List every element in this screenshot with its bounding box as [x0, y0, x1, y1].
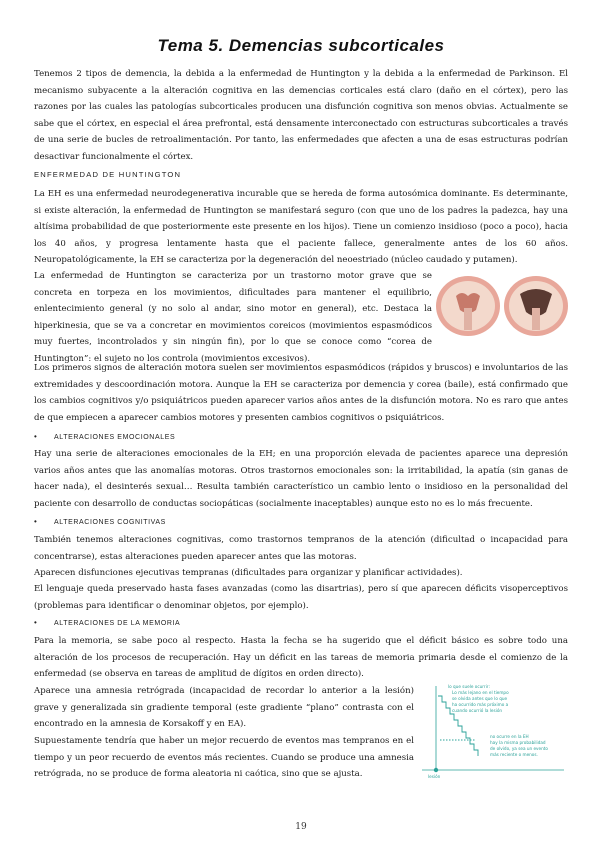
section-heading-huntington: ENFERMEDAD DE HUNTINGTON — [34, 170, 182, 179]
cognitivas-paragraph-1: También tenemos alteraciones cognitivas, como trastornos tempranos de la atención (dificultad o incapacidad para concentrarse), estas alteraciones pueden aparecer antes que las motoras. — [34, 535, 568, 562]
note-bottom-1: no ocurre en la EH — [490, 734, 529, 739]
page-title: Tema 5. Demencias subcorticales — [157, 36, 445, 55]
axis-label-lesion: lesión — [428, 774, 441, 779]
subheading-memoria — [34, 618, 180, 627]
cognitivas-paragraph-2: Aparecen disfunciones ejecutivas tempranas (dificultades para organizar y planificar actividades). — [34, 568, 463, 578]
subheading-cognitivas — [34, 517, 166, 526]
lesion-marker-icon — [434, 768, 438, 772]
retrograde-amnesia-diagram — [418, 680, 568, 780]
subheading-emocionales-label: ALTERACIONES EMOCIONALES — [54, 434, 176, 441]
bullet-icon: • — [34, 517, 38, 526]
bullet-icon: • — [34, 618, 38, 627]
cognitivas-paragraph-3: El lenguaje queda preservado hasta fases avanzadas (como las disartrias), pero sí que aparecen déficits visoperceptivos (problemas para identificar o denominar objetos, por ejemplo). — [34, 584, 568, 611]
subheading-emocionales — [34, 432, 175, 441]
note-top-2: Lo más lejano en el tiempo — [452, 690, 509, 695]
subheading-memoria-label: ALTERACIONES DE LA MEMORIA — [54, 620, 181, 627]
bullet-icon: • — [34, 432, 38, 441]
note-bottom-2: hay la misma probabilidad — [490, 740, 546, 745]
note-top-1: lo que suele ocurrir: — [448, 684, 490, 689]
healthy-brain-section — [436, 276, 500, 336]
note-bottom-4: más reciente o menos. — [490, 752, 538, 757]
note-top-3: se olvida antes que lo que — [452, 696, 508, 701]
note-top-4: ha ocurrido más próximo a — [452, 702, 509, 707]
memoria-paragraph-2: Aparece una amnesia retrógrada (incapacidad de recordar lo anterior a la lesión) grave y generalizada sin gradiente temporal (este gradiente “plano” contrasta con el encontrado en la amnesia de Korsakoff y en EA). — [34, 686, 414, 730]
intro-paragraph: Tenemos 2 tipos de demencia, la debida a la enfermedad de Huntington y la debida a la enfermedad de Parkinson. El mecanismo subyacente a la alteración cognitiva en las demencias corticales está claro (daño en el córtex), pero las razones por las cuales las patologías subcorticales producen una disfunción cognitiva son menos obvias. Actualmente se sabe que el córtex, en especial el área prefrontal, está densamente interconectado con estructuras subcorticales a través de una serie de bucles de retroalimentación. Por tanto, las enfermedades que afecten a una de esas estructuras podrían desactivar funcionalmente el córtex. — [34, 69, 568, 162]
emocionales-paragraph: Hay una serie de alteraciones emocionales de la EH; en una proporción elevada de pacientes aparece una depresión varios años antes que las anomalías motoras. Otros trastornos emocionales son: la irritabilidad, la apatía (sin ganas de hacer nada), el desinterés sexual… Resulta también característico un cambio lento o insidioso en la personalidad del paciente con desarrollo de conductas sociopáticas (socialmente inaceptables) aunque esto no es lo más frecuente. — [34, 449, 568, 509]
subheading-cognitivas-label: ALTERACIONES COGNITIVAS — [54, 519, 166, 526]
huntington-paragraph-3: Los primeros signos de alteración motora suelen ser movimientos espasmódicos (rápidos y bruscos) e involuntarios de las extremidades y descoordinación motora. Aunque la EH se caracteriza por demencia y corea (baile), está confirmado que los cambios cognitivos y/o psiquiátricos pueden aparecer varios años antes de la disfunción motora. No es raro que antes de que empiecen a aparecer cambios motores y presenten cambios cognitivos o psiquiátricos. — [34, 363, 568, 423]
page-number: 19 — [295, 822, 307, 832]
memoria-paragraph-3: Supuestamente tendría que haber un mejor recuerdo de eventos mas tempranos en el tiempo y un peor recuerdo de eventos más recientes. Cuando se produce una amnesia retrógrada, no se produce de forma aleatoria ni caótica, sino que se ajusta. — [34, 736, 414, 780]
huntington-paragraph-2: La enfermedad de Huntington se caracteriza por un trastorno motor grave que se concreta en torpeza en los movimientos, dificultades para mantener el equilibrio, enlentecimiento general (y no solo al andar, sino motor en general), etc. Destaca la hiperkinesia, que se va a concretar en movimientos coreicos (movimientos espasmódicos muy fuertes, incontrolados y sin ningún fin), por lo que se conoce como “corea de Huntington”: el sujeto no los controla (movimientos excesivos). — [34, 271, 432, 364]
memoria-paragraph-1: Para la memoria, se sabe poco al respecto. Hasta la fecha se ha sugerido que el déficit básico es sobre todo una alteración de los procesos de recuperación. Hay un déficit en las tareas de memoria primaria desde el comienzo de la enfermedad (se observa en tareas de amplitud de dígitos en orden directo). — [34, 636, 568, 680]
note-top-5: cuando ocurrió la lesión — [452, 708, 503, 713]
huntington-paragraph-1: La EH es una enfermedad neurodegenerativa incurable que se hereda de forma autosómica dominante. Es determinante, si existe alteración, la enfermedad de Huntington se manifestará seguro (con que uno de los padres la padezca, hay una altísima probabilidad de que posteriormente este presente en los hijos). Tiene un comienzo insidioso (poco a poco), hacia los 40 años, y progresa lentamente hasta que el paciente fallece, generalmente antes de los 60 años. Neuropatológicamente, la EH se caracteriza por la degeneración del neoestriado (núcleo caudado y putamen). — [34, 189, 568, 266]
huntington-brain-section — [504, 276, 568, 336]
note-bottom-3: de olvido, ya sea un evento — [490, 746, 548, 751]
brain-sections-figure — [434, 272, 570, 340]
